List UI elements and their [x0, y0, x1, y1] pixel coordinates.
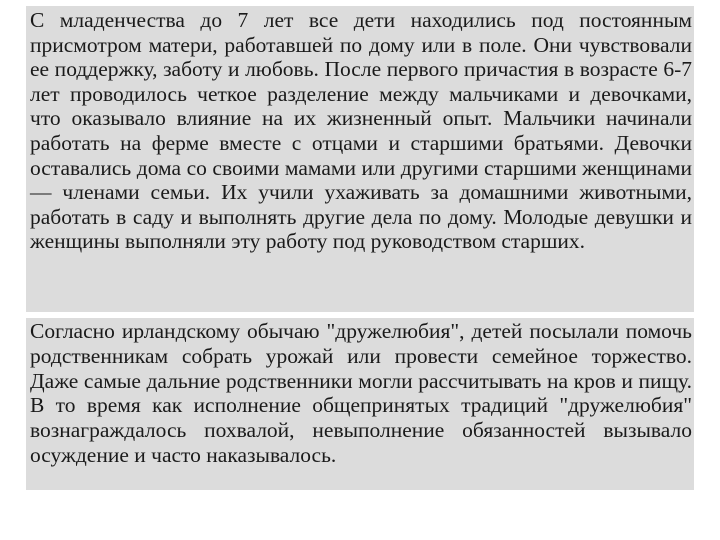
text-block-childhood — [26, 6, 694, 312]
paragraph-childhood: С младенчества до 7 лет все дети находились под постоянным присмотром матери, работавшей по дому или в поле. Они чувствовали ее поддержку, заботу и любовь. После первого причастия в возрасте 6-7 лет проводилось четкое разделение между мальчиками и девочками, что оказывало влияние на их жизненный опыт. Мальчики начинали работать на ферме вместе с отцами и старшими братьями. Девочки оставались дома со своими мамами или другими старшими женщинами — членами семьи. Их учили ухаживать за домашними животными, работать в саду и выполнять другие дела по дому. Молодые девушки и женщины выполняли эту работу под руководством старших. — [30, 8, 692, 254]
paragraph-friendliness-custom: Согласно ирландскому обычаю "дружелюбия", детей посылали помочь родственникам собрать урожай или провести семейное торжество. Даже самые дальние родственники могли рассчитывать на кров и пищу. В то время как исполнение общепринятых традиций "дружелюбия" вознаграждалось похвалой, невыполнение обязанностей вызывало осуждение и часто наказывалось. — [30, 319, 692, 467]
text-block-friendliness-custom — [26, 318, 694, 490]
